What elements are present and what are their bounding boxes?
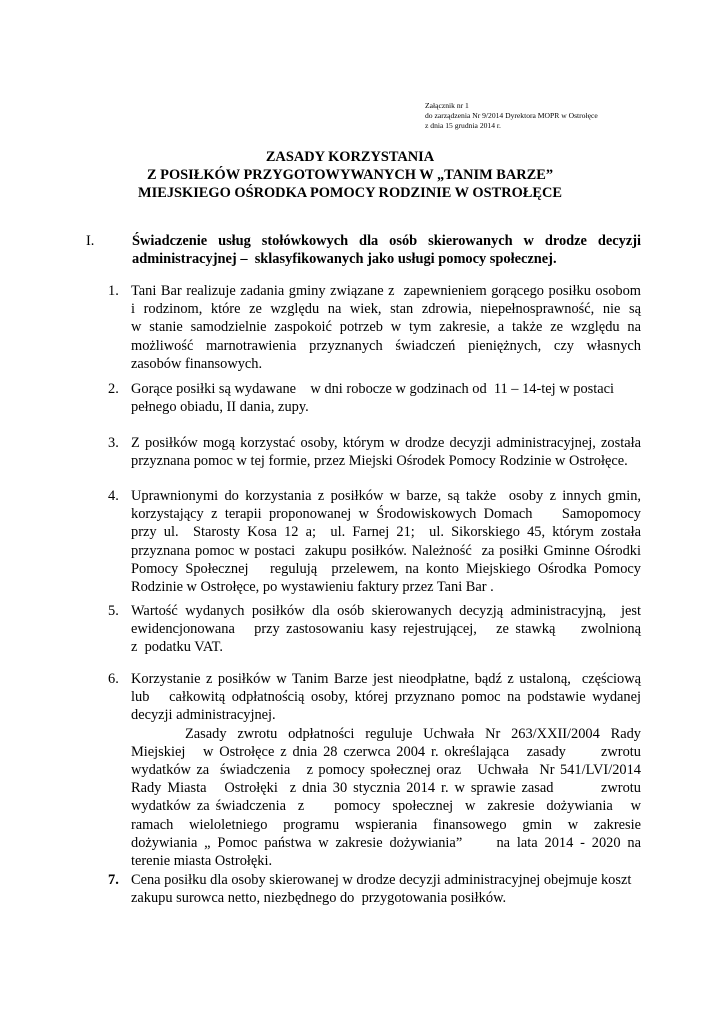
item-line: Pomocy Społecznej regulują przelewem, na konto Miejskiego Ośrodka Pomocy — [131, 560, 641, 577]
item-line: zakupu surowca netto, niezbędnego do przygotowania posiłków. — [131, 890, 507, 907]
item-line: decyzji administracyjnej. — [131, 707, 276, 724]
item-text — [131, 602, 641, 657]
document-title — [100, 148, 600, 202]
item-text — [131, 487, 641, 596]
item-line: Rady Miasta Ostrołęki z dnia 30 stycznia 2014 r. w sprawie zasad zwrotu — [131, 780, 641, 797]
item-line: ramach wieloletniego programu wspierania finansowego gmin w zakresie — [131, 816, 641, 833]
section-title-line: Świadczenie usług stołówkowych dla osób skierowanych w drodze decyzji — [132, 233, 641, 249]
item-line: wydatków za świadczenia z pomocy społecznej oraz Uchwała Nr 541/LVI/2014 — [131, 762, 641, 779]
item-line: Rodzinie w Ostrołęce, po wystawieniu faktury przez Tani Bar . — [131, 579, 494, 596]
item-text — [131, 871, 641, 907]
item-number: 6. — [108, 671, 119, 687]
title-line: Z POSIŁKÓW PRZYGOTOWYWANYCH W „TANIM BARZE” — [146, 167, 554, 183]
section-title-line: administracyjnej – sklasyfikowanych jako usługi pomocy społecznej. — [132, 251, 557, 267]
item-line: Z posiłków mogą korzystać osoby, którym w drodze decyzji administracyjnej, została — [131, 435, 641, 451]
item-number: 5. — [108, 603, 119, 619]
item-line: zasobów finansowych. — [131, 355, 263, 372]
item-line: Korzystanie z posiłków w Tanim Barze jest nieodpłatne, bądź z ustaloną, częściową — [131, 671, 641, 687]
annex-line: do zarządzenia Nr 9/2014 Dyrektora MOPR w Ostrołęce — [425, 111, 598, 120]
item-number: 2. — [108, 381, 119, 397]
item-text — [131, 380, 641, 416]
item-line: Zasady zwrotu odpłatności reguluje Uchwała Nr 263/XXII/2004 Rady — [131, 725, 641, 742]
item-number: 1. — [108, 283, 119, 299]
item-line: Wartość wydanych posiłków dla osób skierowanych decyzją administracyjną, jest — [131, 603, 641, 619]
item-line: Cena posiłku dla osoby skierowanej w drodze decyzji administracyjnej obejmuje koszt — [131, 872, 632, 888]
item-line: przyznana pomoc w postaci zakupu posiłków. Należność za posiłki Gminne Ośrodki — [131, 542, 641, 559]
item-text — [131, 434, 641, 470]
title-line: ZASADY KORZYSTANIA — [265, 149, 435, 165]
item-text — [131, 282, 641, 373]
item-line: w stanie samodzielnie zaspokoić potrzeb w tym zakresie, a także ze względu na — [131, 319, 641, 336]
item-line: Uprawnionymi do korzystania z posiłków w barze, są także osoby z innych gmin, — [131, 488, 641, 504]
item-number: 7. — [108, 872, 119, 888]
item-line: terenie miasta Ostrołęki. — [131, 853, 273, 870]
annex-note — [425, 101, 598, 131]
item-line: korzystający z terapii proponowanej w Środowiskowych Domach Samopomocy — [131, 506, 641, 523]
item-line: Miejskiej w Ostrołęce z dnia 28 czerwca 2004 r. określająca zasady zwrotu — [131, 743, 641, 760]
item-line: i rodzinom, które ze względu na wiek, stan zdrowia, niepełnosprawność, nie są — [131, 301, 641, 318]
item-line: przyznana pomoc w tej formie, przez Miejski Ośrodek Pomocy Rodzinie w Ostrołęce. — [131, 453, 628, 470]
item-number: 3. — [108, 435, 119, 451]
item-number: 4. — [108, 488, 119, 504]
annex-line: z dnia 15 grudnia 2014 r. — [425, 121, 501, 130]
item-text — [131, 670, 641, 870]
item-line: lub całkowitą odpłatnością osoby, której przyznano pomoc na podstawie wydanej — [131, 689, 641, 706]
item-line: Gorące posiłki są wydawane w dni robocze w godzinach od 11 – 14-tej w postaci — [131, 381, 615, 397]
item-line: możliwość marnotrawienia przyznanych świadczeń pieniężnych, czy własnych — [131, 337, 641, 354]
item-line: ewidencjonowana przy zastosowaniu kasy rejestrującej, ze stawką zwolnioną — [131, 621, 641, 638]
item-line: pełnego obiadu, II dania, zupy. — [131, 399, 309, 416]
title-line: MIEJSKIEGO OŚRODKA POMOCY RODZINIE W OSTROŁĘCE — [138, 185, 562, 201]
item-line: z podatku VAT. — [131, 639, 223, 656]
item-line: dożywiania „ Pomoc państwa w zakresie dożywiania” na lata 2014 - 2020 na — [131, 834, 641, 851]
section-number: I. — [86, 233, 95, 249]
annex-line: Załącznik nr 1 — [425, 101, 469, 110]
item-line: przy ul. Starosty Kosa 12 a; ul. Farnej 21; ul. Sikorskiego 45, którym została — [131, 524, 641, 541]
item-line: Tani Bar realizuje zadania gminy związane z zapewnieniem gorącego posiłku osobom — [131, 283, 641, 299]
item-line: wydatków za świadczenia z pomocy społecznej w zakresie dożywiania w — [131, 798, 641, 815]
section-title — [132, 232, 641, 268]
